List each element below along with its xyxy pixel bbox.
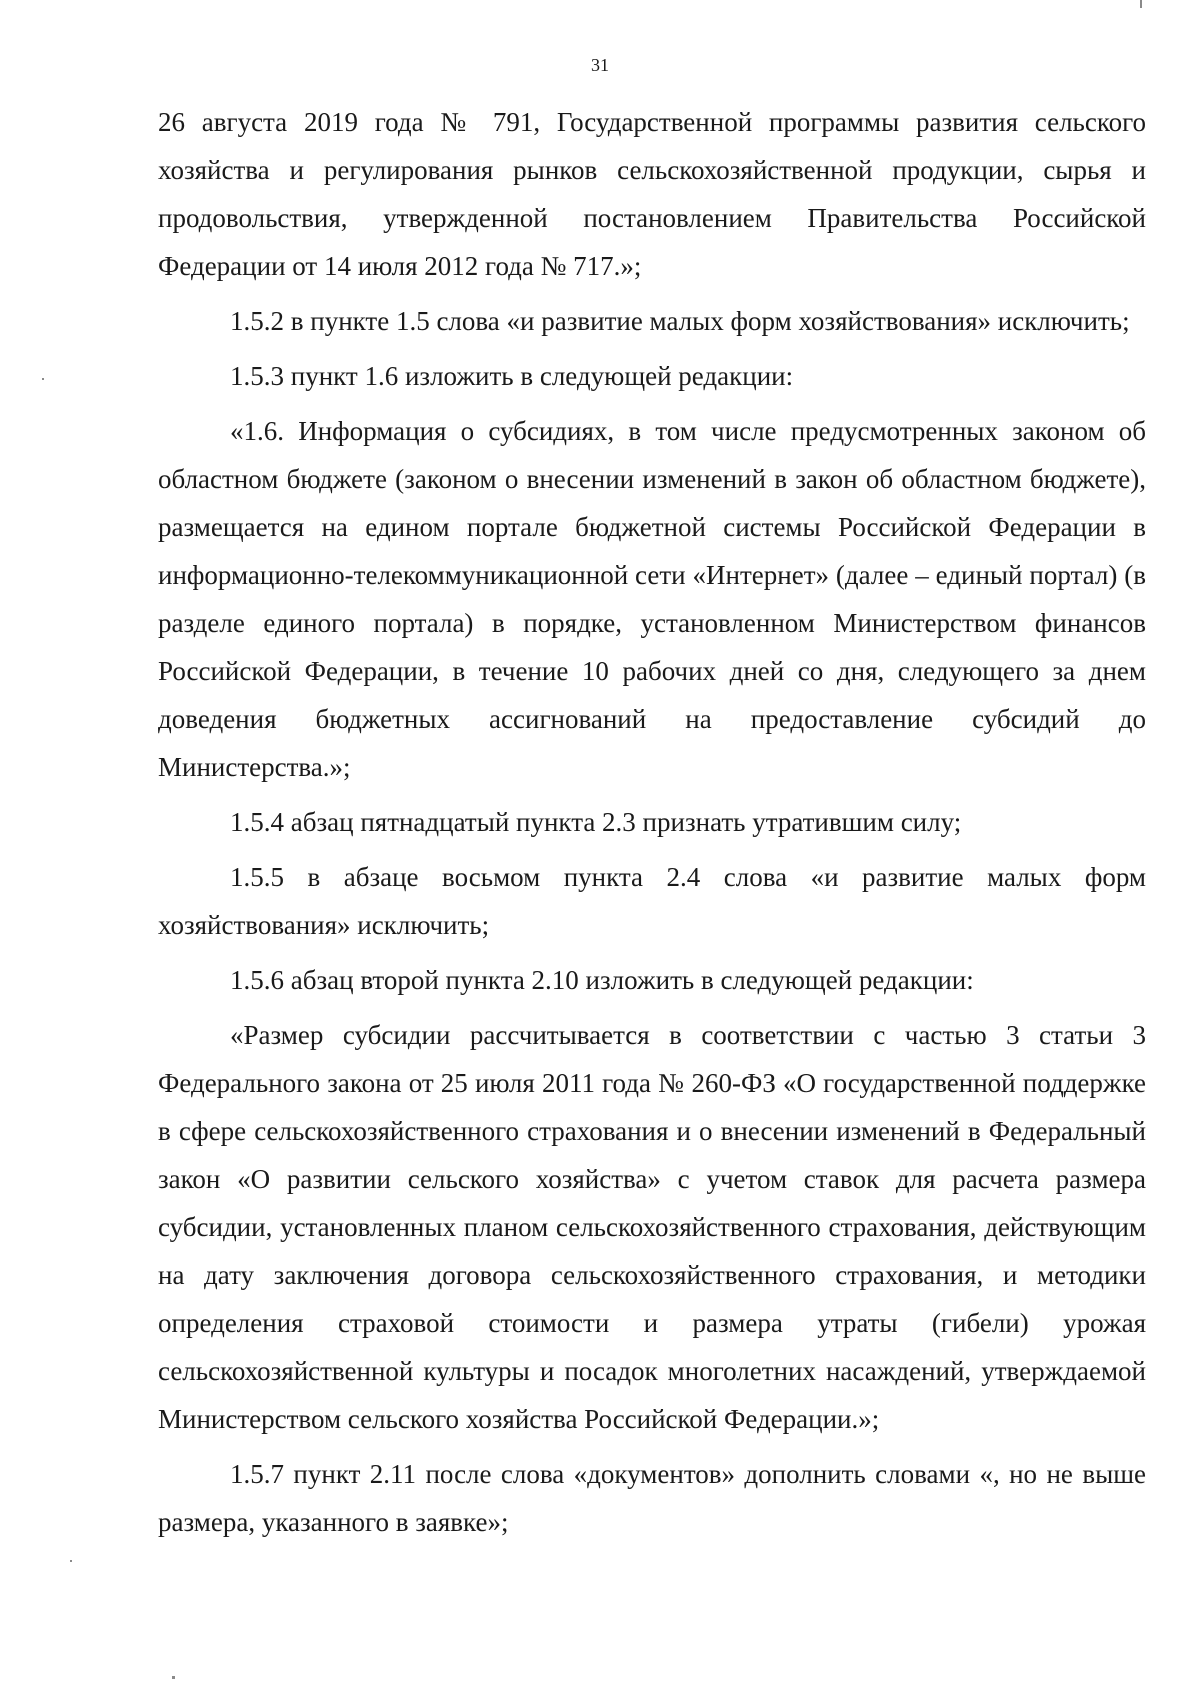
scan-artifact-left-2 <box>70 1560 72 1562</box>
paragraph-1-5-5: 1.5.5 в абзаце восьмом пункта 2.4 слова «и развитие малых форм хозяйствования» исключить; <box>158 862 1146 940</box>
paragraph-1-5-4: 1.5.4 абзац пятнадцатый пункта 2.3 признать утратившим силу; <box>230 807 962 837</box>
scan-artifact-left-1 <box>42 378 44 380</box>
page-number: 31 <box>591 55 609 75</box>
paragraph-quote-subsidy-size: «Размер субсидии рассчитывается в соответствии с частью 3 статьи 3 Федерального закона от 25 июля 2011 года № 260-ФЗ «О государственной поддержке в сфере сельскохозяйственного страхования и о внесении изменений в Федеральный закон «О развитии сельского хозяйства» с учетом ставок для расчета размера субсидии, установленных планом сельскохозяйственного страхования, действующим на дату заключения договора сельскохозяйственного страхования, и методики определения страховой стоимости и размера утраты (гибели) урожая сельскохозяйственной культуры и посадок многолетних насаждений, утверждаемой Министерством сельского хозяйства Российской Федерации.»; <box>158 1020 1146 1434</box>
scan-artifact-top-right <box>1140 0 1142 8</box>
scan-artifact-bottom <box>172 1676 175 1679</box>
paragraph-1-5-2: 1.5.2 в пункте 1.5 слова «и развитие малых форм хозяйствования» исключить; <box>230 306 1130 336</box>
paragraph-quote-1-6: «1.6. Информация о субсидиях, в том числе предусмотренных законом об областном бюджете (законом о внесении изменений в закон об областном бюджете), размещается на едином портале бюджетной системы Российской Федерации в информационно-телекоммуникационной сети «Интернет» (далее – единый портал) (в разделе единого портала) в порядке, установленном Министерством финансов Российской Федерации, в течение 10 рабочих дней со дня, следующего за днем доведения бюджетных ассигнований на предоставление субсидий до Министерства.»; <box>158 416 1146 782</box>
paragraph-1-5-6: 1.5.6 абзац второй пункта 2.10 изложить в следующей редакции: <box>230 965 974 995</box>
paragraph-1-5-3: 1.5.3 пункт 1.6 изложить в следующей редакции: <box>230 361 794 391</box>
paragraph-1-5-7: 1.5.7 пункт 2.11 после слова «документов» дополнить словами «, но не выше размера, указанного в заявке»; <box>158 1459 1146 1537</box>
document-body <box>158 98 1146 1553</box>
paragraph-continuation: 26 августа 2019 года № 791, Государственной программы развития сельского хозяйства и регулирования рынков сельскохозяйственной продукции, сырья и продовольствия, утвержденной постановлением Правительства Российской Федерации от 14 июля 2012 года № 717.»; <box>158 107 1146 281</box>
